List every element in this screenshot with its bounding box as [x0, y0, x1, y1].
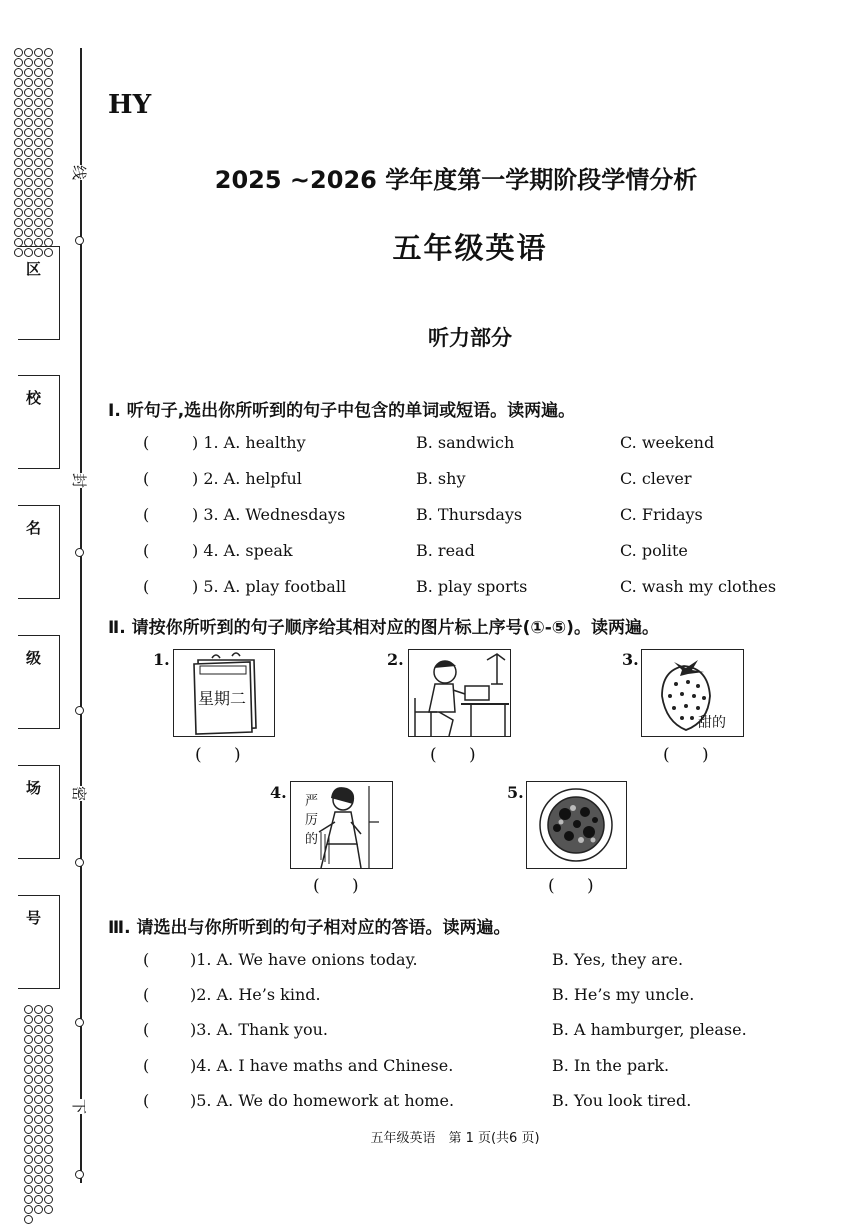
picture-number: 5. [507, 783, 524, 802]
answer-blank[interactable]: ( ) [663, 745, 709, 765]
answer-blank[interactable]: ( ) [195, 745, 241, 765]
binding-dot [34, 1065, 43, 1074]
binding-dot [44, 118, 53, 127]
option-b: B. read [416, 541, 475, 560]
binding-dot [44, 1095, 53, 1104]
binding-dot [34, 1005, 43, 1014]
binding-dot [34, 1025, 43, 1034]
binding-dot [44, 1175, 53, 1184]
bottom-dot-grid [24, 1005, 62, 1183]
binding-dot [14, 68, 23, 77]
option-b: B. play sports [416, 577, 528, 596]
binding-dot [44, 128, 53, 137]
binding-dot [24, 168, 33, 177]
binding-dot [24, 1065, 33, 1074]
binding-dot [44, 1125, 53, 1134]
binding-dot [44, 1115, 53, 1124]
binding-dot [14, 118, 23, 127]
option-b: B. He’s my uncle. [552, 985, 695, 1004]
binding-dot [44, 1025, 53, 1034]
binding-ring [75, 1170, 84, 1179]
seal-char-feng: 封 [70, 472, 89, 489]
binding-dot [34, 118, 43, 127]
binding-dot [34, 1095, 43, 1104]
binding-dot [44, 1135, 53, 1144]
answer-blank[interactable]: ( ) [548, 876, 594, 896]
binding-dot [44, 48, 53, 57]
binding-dot [34, 1125, 43, 1134]
binding-dot [44, 1205, 53, 1214]
picture-salad [526, 781, 627, 869]
binding-dot [44, 1145, 53, 1154]
field-label-class: 级 [26, 649, 42, 667]
binding-dot [14, 98, 23, 107]
top-dot-grid [14, 48, 62, 230]
binding-dot [24, 218, 33, 227]
binding-dot [44, 208, 53, 217]
binding-ring [75, 706, 84, 715]
seal-char-xia: 下 [70, 1098, 89, 1115]
binding-dot [44, 168, 53, 177]
binding-dot [24, 1185, 33, 1194]
caption-char: 严 [305, 794, 319, 809]
binding-dot [24, 1025, 33, 1034]
binding-dot [44, 178, 53, 187]
field-label-name: 名 [26, 519, 42, 537]
binding-dot [14, 178, 23, 187]
section1-heading: Ⅰ. 听句子,选出你所听到的句子中包含的单词或短语。读两遍。 [108, 401, 576, 421]
binding-dot [14, 158, 23, 167]
binding-dot [24, 48, 33, 57]
page-title: 2025 ~2026 学年度第一学期阶段学情分析 [214, 166, 698, 194]
option-b: B. A hamburger, please. [552, 1020, 747, 1039]
answer-paren-open[interactable]: ( [143, 541, 150, 560]
binding-dot [24, 1035, 33, 1044]
answer-paren-open[interactable]: ( [143, 985, 150, 1004]
binding-dot [44, 98, 53, 107]
binding-dot [24, 1205, 33, 1214]
binding-dot [44, 1085, 53, 1094]
strawberry-icon [642, 650, 743, 736]
binding-dot [14, 78, 23, 87]
binding-dot [24, 1115, 33, 1124]
option-c: C. Fridays [620, 505, 703, 524]
binding-dot [34, 1045, 43, 1054]
binding-dot [44, 1065, 53, 1074]
field-label-room: 场 [26, 779, 42, 797]
answer-paren-open[interactable]: ( [143, 1091, 150, 1110]
binding-dot [44, 108, 53, 117]
option-a: ) 1. A. healthy [192, 433, 306, 452]
binding-dot [34, 168, 43, 177]
binding-dot [24, 178, 33, 187]
option-a: )1. A. We have onions today. [190, 950, 418, 969]
answer-paren-open[interactable]: ( [143, 577, 150, 596]
binding-ring [75, 1018, 84, 1027]
field-label-school: 校 [26, 389, 42, 407]
binding-dot [14, 48, 23, 57]
binding-dot [24, 228, 33, 237]
binding-dot [24, 1195, 33, 1204]
binding-dot [34, 1115, 43, 1124]
answer-paren-open[interactable]: ( [143, 505, 150, 524]
binding-dot [24, 1085, 33, 1094]
binding-dot [24, 198, 33, 207]
binding-dot [34, 1185, 43, 1194]
binding-dot [34, 1145, 43, 1154]
binding-dot [44, 1035, 53, 1044]
binding-dot [34, 218, 43, 227]
binding-dot [44, 138, 53, 147]
section2-heading: Ⅱ. 请按你所听到的句子顺序给其相对应的图片标上序号(①-⑤)。读两遍。 [108, 618, 659, 638]
binding-dot [14, 218, 23, 227]
option-b: B. Yes, they are. [552, 950, 684, 969]
binding-dot [44, 88, 53, 97]
option-a: ) 4. A. speak [192, 541, 293, 560]
binding-dot [24, 1045, 33, 1054]
binding-dot [34, 148, 43, 157]
picture-caption: 甜的 [698, 715, 726, 731]
option-b: B. In the park. [552, 1056, 670, 1075]
binding-dot [24, 68, 33, 77]
binding-dot [34, 58, 43, 67]
option-b: B. You look tired. [552, 1091, 692, 1110]
section3-heading: Ⅲ. 请选出与你所听到的句子相对应的答语。读两遍。 [108, 918, 511, 938]
binding-dot [44, 68, 53, 77]
binding-dot [24, 1165, 33, 1174]
binding-dot [24, 88, 33, 97]
binding-dot [24, 1105, 33, 1114]
binding-dot [34, 1195, 43, 1204]
seal-char-mi: 密 [70, 785, 89, 802]
binding-dot [14, 198, 23, 207]
answer-paren-open[interactable]: ( [143, 433, 150, 452]
picture-number: 1. [153, 650, 170, 669]
binding-dot [14, 88, 23, 97]
binding-dot [14, 228, 23, 237]
option-b: B. sandwich [416, 433, 515, 452]
binding-dot [34, 98, 43, 107]
option-c: C. clever [620, 469, 692, 488]
binding-dot [24, 1145, 33, 1154]
picture-strawberry [641, 649, 744, 737]
option-a: )5. A. We do homework at home. [190, 1091, 455, 1110]
option-b: B. Thursdays [416, 505, 523, 524]
binding-dot [24, 78, 33, 87]
option-a: ) 2. A. helpful [192, 469, 302, 488]
binding-dot [34, 138, 43, 147]
salad-bowl-icon [527, 782, 626, 868]
binding-ring [75, 236, 84, 245]
binding-ring [75, 548, 84, 557]
option-c: C. polite [620, 541, 688, 560]
binding-dot [34, 1055, 43, 1064]
binding-dot [34, 1205, 43, 1214]
answer-blank[interactable]: ( ) [430, 745, 476, 765]
binding-dot [34, 108, 43, 117]
binding-dot [34, 228, 43, 237]
binding-dot [44, 1165, 53, 1174]
binding-dot [34, 1035, 43, 1044]
exam-code: HY [108, 90, 152, 120]
binding-dot [34, 208, 43, 217]
picture-number: 4. [270, 783, 287, 802]
answer-paren-open[interactable]: ( [143, 950, 150, 969]
binding-dot [34, 128, 43, 137]
binding-dot [34, 1075, 43, 1084]
boy-studying-icon [409, 650, 510, 736]
binding-dot [34, 48, 43, 57]
binding-dot [24, 1055, 33, 1064]
binding-dot [24, 1215, 33, 1224]
binding-dot [24, 1095, 33, 1104]
binding-dot [34, 78, 43, 87]
binding-dot [44, 218, 53, 227]
caption-char: 厉 [305, 813, 319, 828]
binding-dot [14, 148, 23, 157]
binding-dot [24, 1175, 33, 1184]
option-c: C. wash my clothes [620, 577, 777, 596]
picture-number: 2. [387, 650, 404, 669]
picture-caption: 星期二 [198, 689, 247, 708]
binding-dot [44, 1075, 53, 1084]
binding-dot [34, 198, 43, 207]
binding-dot [44, 228, 53, 237]
answer-blank[interactable]: ( ) [313, 876, 359, 896]
binding-dot [24, 1005, 33, 1014]
binding-dot [34, 188, 43, 197]
option-a: ) 5. A. play football [192, 577, 347, 596]
binding-dot [44, 1055, 53, 1064]
binding-dot [14, 58, 23, 67]
section-part-title: 听力部分 [428, 326, 512, 350]
binding-dot [44, 1195, 53, 1204]
binding-dot [24, 108, 33, 117]
binding-line [80, 48, 82, 1183]
option-a: )2. A. He’s kind. [190, 985, 321, 1004]
binding-dot [24, 148, 33, 157]
binding-dot [44, 188, 53, 197]
answer-paren-open[interactable]: ( [143, 1020, 150, 1039]
option-b: B. shy [416, 469, 466, 488]
binding-dot [44, 1005, 53, 1014]
binding-dot [24, 1135, 33, 1144]
binding-dot [14, 208, 23, 217]
binding-dot [34, 1155, 43, 1164]
binding-dot [44, 1105, 53, 1114]
binding-dot [34, 88, 43, 97]
binding-dot [24, 188, 33, 197]
option-a: )3. A. Thank you. [190, 1020, 328, 1039]
picture-boy-at-computer [408, 649, 511, 737]
option-a: ) 3. A. Wednesdays [192, 505, 346, 524]
seal-char-xian: 线 [70, 164, 89, 181]
picture-number: 3. [622, 650, 639, 669]
binding-dot [34, 1175, 43, 1184]
binding-dot [44, 198, 53, 207]
picture-strict-teacher [290, 781, 393, 869]
binding-dot [44, 1045, 53, 1054]
binding-dot [24, 118, 33, 127]
binding-dot [34, 158, 43, 167]
caption-char: 的 [305, 832, 319, 847]
binding-dot [34, 178, 43, 187]
picture-calendar [173, 649, 275, 737]
binding-dot [44, 1015, 53, 1024]
binding-dot [24, 98, 33, 107]
binding-dot [44, 158, 53, 167]
binding-dot [24, 208, 33, 217]
answer-paren-open[interactable]: ( [143, 469, 150, 488]
binding-dot [34, 1105, 43, 1114]
binding-dot [24, 1075, 33, 1084]
option-c: C. weekend [620, 433, 715, 452]
binding-dot [44, 1155, 53, 1164]
binding-ring [75, 858, 84, 867]
binding-dot [44, 1185, 53, 1194]
field-label-district: 区 [26, 260, 42, 278]
binding-dot [24, 138, 33, 147]
binding-dot [14, 188, 23, 197]
option-a: )4. A. I have maths and Chinese. [190, 1056, 454, 1075]
binding-dot [34, 1135, 43, 1144]
binding-dot [34, 68, 43, 77]
binding-dot [24, 158, 33, 167]
field-label-number: 号 [26, 909, 42, 927]
page-subtitle: 五年级英语 [392, 231, 548, 265]
binding-dot [24, 58, 33, 67]
binding-dot [24, 1015, 33, 1024]
binding-dot [24, 128, 33, 137]
binding-dot [34, 1015, 43, 1024]
binding-dot [34, 1165, 43, 1174]
answer-paren-open[interactable]: ( [143, 1056, 150, 1075]
binding-dot [44, 78, 53, 87]
binding-dot [14, 168, 23, 177]
binding-dot [44, 148, 53, 157]
page-footer: 五年级英语 第 1 页(共6 页) [370, 1131, 540, 1146]
binding-dot [44, 58, 53, 67]
binding-dot [14, 138, 23, 147]
binding-dot [24, 1155, 33, 1164]
binding-dot [34, 1085, 43, 1094]
binding-dot [14, 108, 23, 117]
binding-dot [24, 1125, 33, 1134]
binding-dot [14, 128, 23, 137]
